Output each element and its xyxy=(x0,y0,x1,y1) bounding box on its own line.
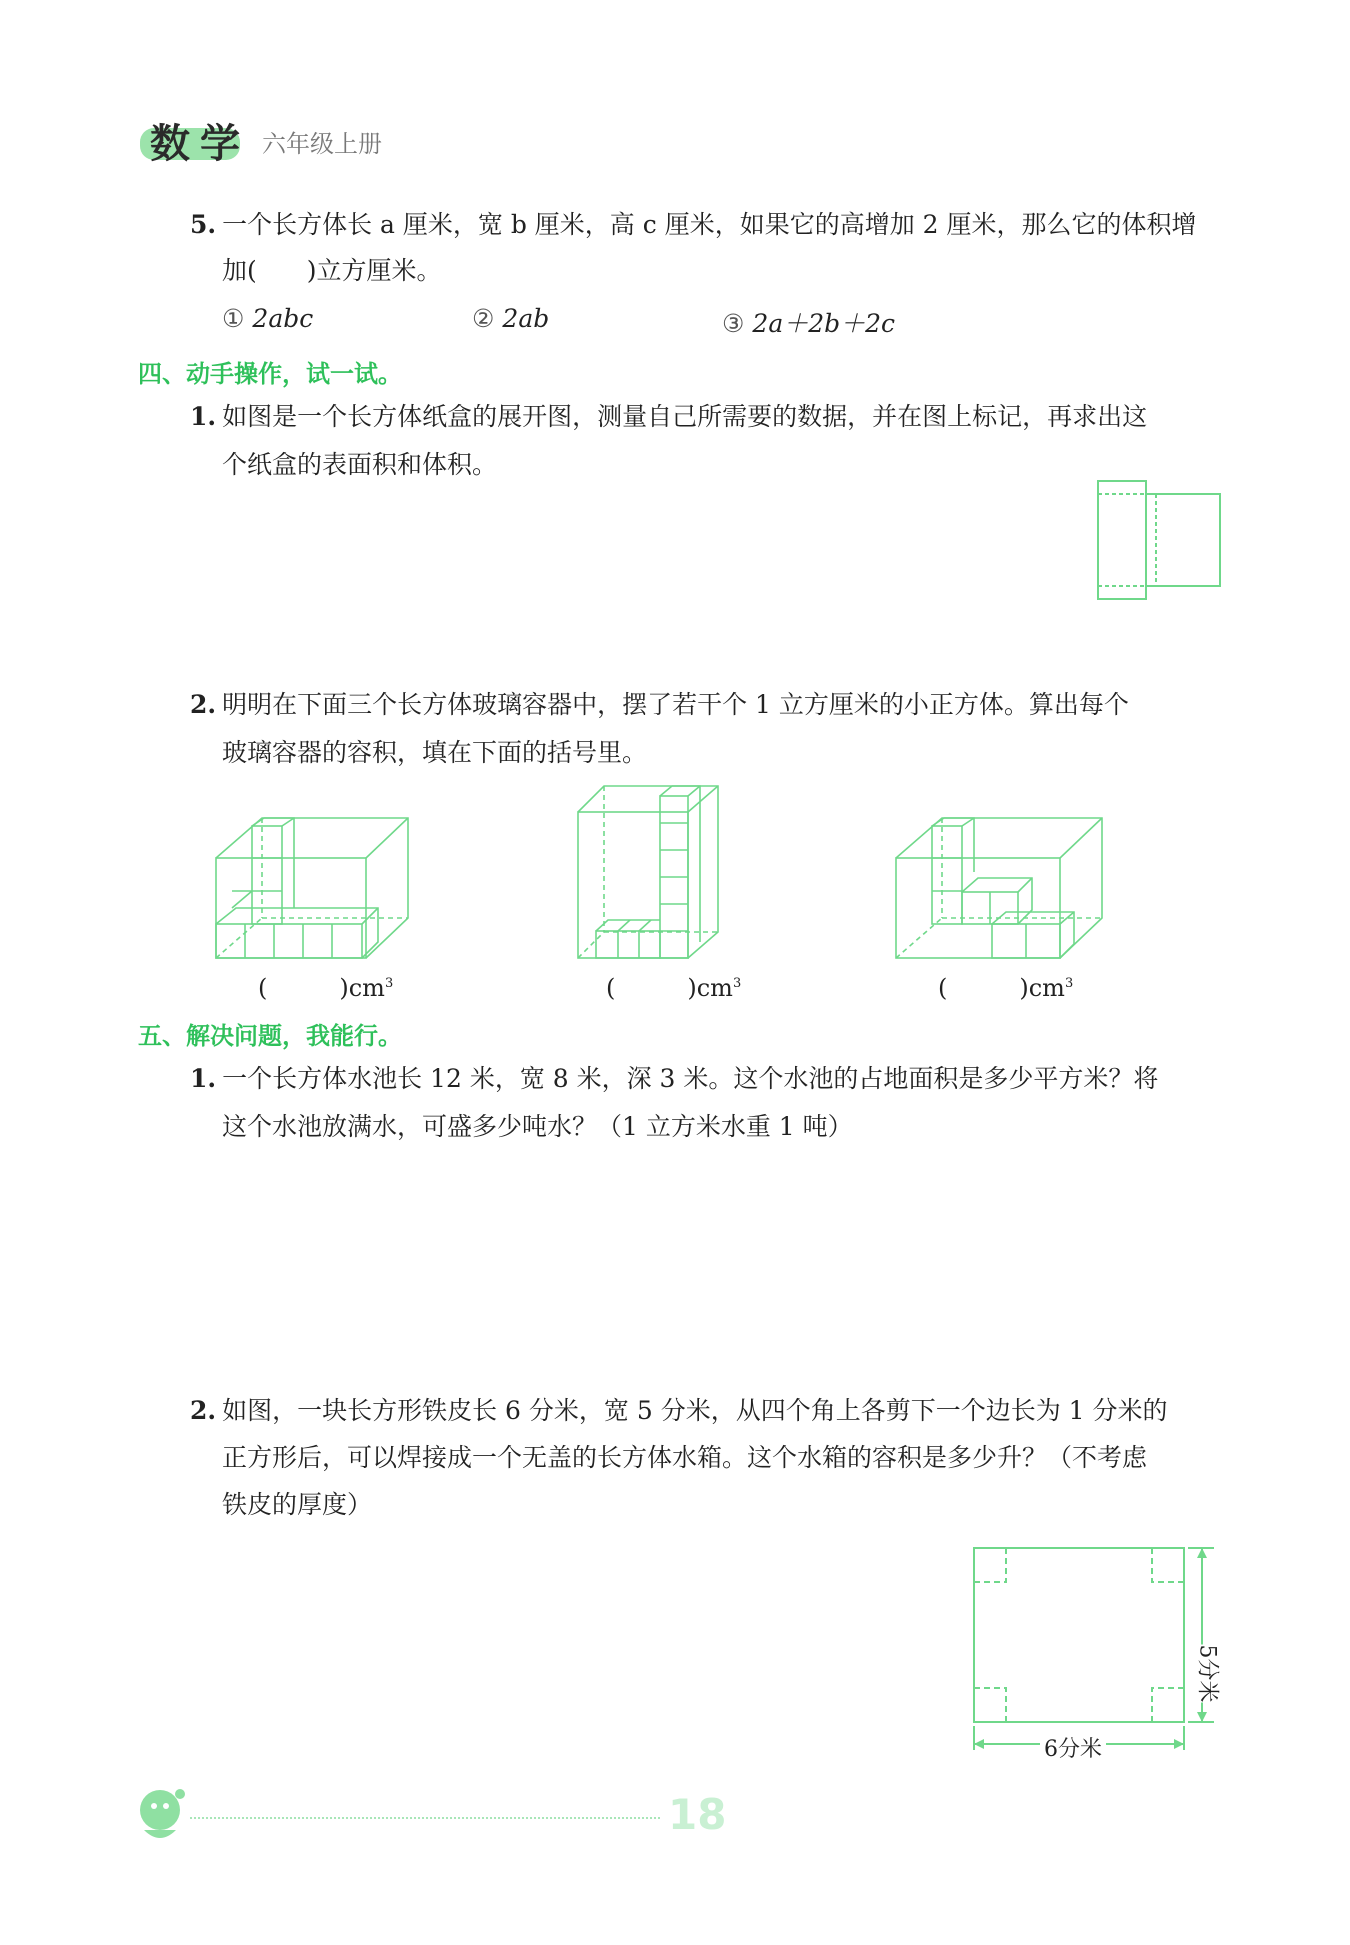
q3-5-option-3 xyxy=(722,304,895,340)
option-1-mark: ① xyxy=(222,304,245,333)
s5-q2-line1 xyxy=(190,1394,1168,1428)
glass-container-3 xyxy=(892,812,1106,962)
sheet-width-label: 6分米 xyxy=(1040,1732,1106,1763)
s5-q1-text1: 一个长方体水池长 12 米，宽 8 米，深 3 米。这个水池的占地面积是多少平方米？将 xyxy=(222,1064,1159,1093)
glass-container-1 xyxy=(212,812,412,962)
q3-5-line1 xyxy=(190,208,1197,242)
q3-5-text2: 加( )立方厘米。 xyxy=(222,256,442,285)
box-net-figure xyxy=(1090,476,1230,606)
container-3-answer xyxy=(938,968,1073,1003)
unit-power-3: 3 xyxy=(1064,976,1074,991)
q3-5-number: 5. xyxy=(190,210,217,239)
section-4-title: 四、动手操作，试一试。 xyxy=(138,360,402,388)
answer-blank-3: ( ) xyxy=(938,974,1029,1002)
s5-q2-number: 2. xyxy=(190,1396,217,1425)
unit-power-2: 3 xyxy=(732,976,742,991)
container-2-answer xyxy=(606,968,741,1003)
option-3-mark: ③ xyxy=(722,309,745,338)
q3-5-option-2 xyxy=(472,304,549,333)
unit-power-1: 3 xyxy=(384,976,394,991)
footer-divider xyxy=(190,1817,660,1819)
unit-2: cm xyxy=(696,974,733,1002)
s4-q2-text1: 明明在下面三个长方体玻璃容器中，摆了若干个 1 立方厘米的小正方体。算出每个 xyxy=(222,690,1129,719)
option-3-value: 2a＋2b＋2c xyxy=(752,309,896,338)
header-subject: 数学 xyxy=(150,121,250,167)
page-number: 18 xyxy=(668,1790,727,1839)
glass-container-2 xyxy=(574,782,724,962)
section-5-title: 五、解决问题，我能行。 xyxy=(138,1022,402,1050)
answer-blank-2: ( ) xyxy=(606,974,697,1002)
s4-q1-text2: 个纸盒的表面积和体积。 xyxy=(222,450,498,479)
s4-q2-line1 xyxy=(190,688,1129,722)
s5-q2-text2: 正方形后，可以焊接成一个无盖的长方体水箱。这个水箱的容积是多少升？（不考虑 xyxy=(222,1443,1148,1472)
s4-q1-number: 1. xyxy=(190,402,217,431)
answer-blank-1: ( ) xyxy=(258,974,349,1002)
s5-q2-text3: 铁皮的厚度） xyxy=(222,1490,373,1519)
container-1-answer xyxy=(258,968,393,1003)
sheet-height-label: 5分米 xyxy=(1194,1645,1225,1703)
iron-sheet-figure xyxy=(966,1540,1226,1760)
header-grade: 六年级上册 xyxy=(262,130,382,158)
q3-5-option-1 xyxy=(222,304,313,333)
s5-q1-text2: 这个水池放满水，可盛多少吨水？（1 立方米水重 1 吨） xyxy=(222,1112,853,1141)
s4-q1-text1: 如图是一个长方体纸盒的展开图，测量自己所需要的数据，并在图上标记，再求出这 xyxy=(222,402,1148,431)
s4-q2-number: 2. xyxy=(190,690,217,719)
q3-5-text1: 一个长方体长 a 厘米，宽 b 厘米，高 c 厘米，如果它的高增加 2 厘米，那么它的体积增 xyxy=(222,210,1197,239)
option-2-mark: ② xyxy=(472,304,495,333)
unit-1: cm xyxy=(348,974,385,1002)
s4-q1-line1 xyxy=(190,400,1147,434)
s4-q2-text2: 玻璃容器的容积，填在下面的括号里。 xyxy=(222,738,648,767)
s5-q1-line1 xyxy=(190,1062,1158,1096)
option-1-value: 2abc xyxy=(252,304,314,333)
s5-q1-number: 1. xyxy=(190,1064,217,1093)
unit-3: cm xyxy=(1028,974,1065,1002)
s5-q2-text1: 如图，一块长方形铁皮长 6 分米，宽 5 分米，从四个角上各剪下一个边长为 1 分米的 xyxy=(222,1396,1168,1425)
option-2-value: 2ab xyxy=(502,304,550,333)
